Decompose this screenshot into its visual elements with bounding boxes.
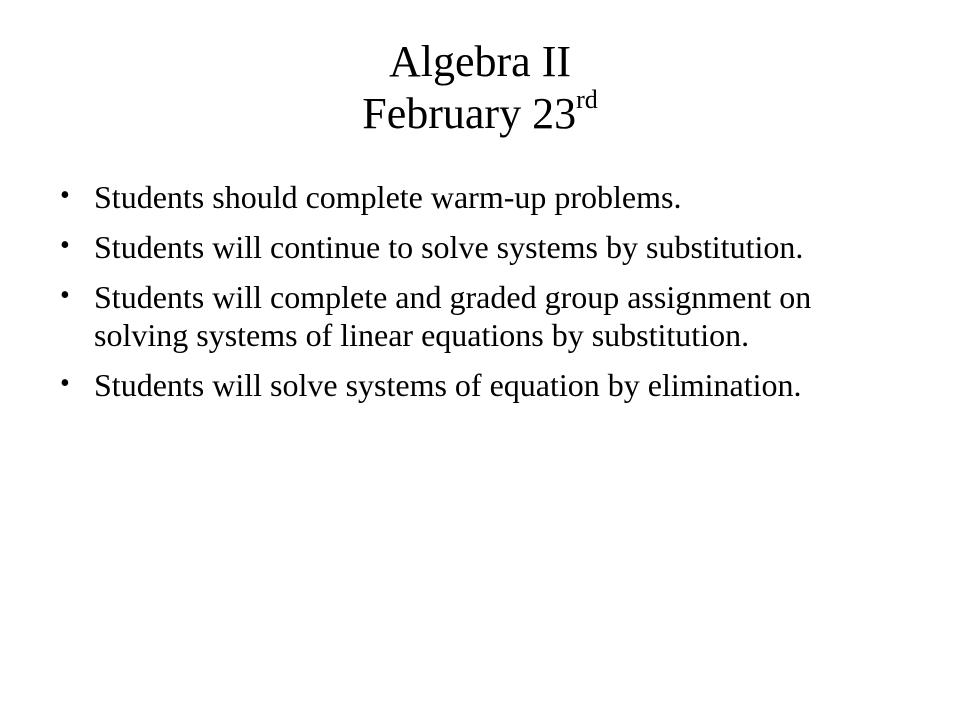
slide-title xyxy=(80,36,880,140)
bullet-text: Students will continue to solve systems by substitution. xyxy=(94,229,804,265)
bullet-item xyxy=(58,278,838,354)
bullet-icon: • xyxy=(60,368,70,399)
bullet-item xyxy=(58,228,838,266)
bullet-icon: • xyxy=(60,230,70,261)
bullet-text: Students should complete warm-up problems. xyxy=(94,179,682,215)
bullet-text: Students will solve systems of equation by elimination. xyxy=(94,367,802,403)
bullet-icon: • xyxy=(60,280,70,311)
title-course: Algebra II xyxy=(388,37,571,86)
title-date-text: February 23 xyxy=(362,89,577,138)
bullet-item xyxy=(58,178,838,216)
bullet-icon: • xyxy=(60,180,70,211)
bullet-text: Students will complete and graded group assignment on solving systems of linear equations by substitution. xyxy=(94,279,812,353)
bullet-item xyxy=(58,366,838,404)
bullet-list xyxy=(58,178,838,416)
title-date-ordinal: rd xyxy=(576,85,598,114)
title-date xyxy=(80,85,880,140)
